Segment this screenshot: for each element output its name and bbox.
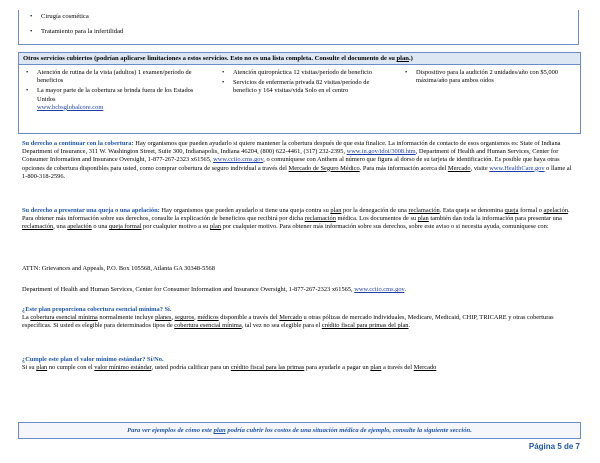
paragraph-text: o una <box>91 223 109 231</box>
glossary-term[interactable]: cobertura esencial mínima <box>30 314 98 322</box>
glossary-term[interactable]: Mercado <box>447 164 471 172</box>
list-item-text: Tratamiento para la infertilidad <box>41 28 124 35</box>
paragraph-text: , visite <box>470 164 490 172</box>
paragraph-text: , tal vez no sea elegible para el <box>241 322 322 330</box>
list-item-text: Atención de rutina de la vista (adultos) 1 examen/período de beneficios <box>37 69 192 85</box>
bullet-icon: • <box>30 13 33 20</box>
glossary-term[interactable]: reclamación <box>22 223 54 231</box>
glossary-term[interactable]: queja formal <box>108 223 142 231</box>
bullet-icon: • <box>26 69 29 76</box>
glossary-term[interactable]: queja <box>504 207 519 214</box>
section-heading: ¿Cumple este plan el valor mínimo estándar? <box>22 356 146 363</box>
note-text: podría cubrir los costos de una situación médica de ejemplo, consulte la siguiente sección. <box>225 427 472 434</box>
note-text: Para ver ejemplos de cómo este <box>127 427 214 434</box>
paragraph-text: . <box>408 322 411 330</box>
glossary-term[interactable]: seguros <box>174 314 195 322</box>
paragraph-text: por cualquier motivo a su <box>141 223 210 231</box>
paragraph-text: La <box>22 314 31 322</box>
glossary-term[interactable]: cobertura esencial mínima <box>174 322 242 330</box>
paragraph-text: , o comuníquese con Anthem al número que figura al dorso de su tarjeta de identificación. Es posible que haya otras opciones de cobertura disponibles para usted, como comprar cobertura de seguro individual a través del <box>22 156 560 172</box>
paragraph-text: , una <box>53 223 68 231</box>
list-item-text: Servicios de enfermería privada 82 visitas/período de beneficio y 164 visitas/vida Solo en el centro <box>233 79 370 95</box>
heading-text-end: .) <box>408 55 413 62</box>
glossary-term[interactable]: médicos <box>197 314 219 322</box>
section-heading: Su derecho a presentar una queja o una apelación: <box>22 207 160 214</box>
paragraph-text: , <box>194 314 198 322</box>
list-item-text: Atención quiropráctica 12 visitas/período de beneficio <box>233 69 372 76</box>
paragraph-text: . Para más información acerca del <box>359 164 448 172</box>
paragraph-text: no cumple con el <box>47 364 95 372</box>
other-services-heading <box>19 53 580 65</box>
idoi-link[interactable]: www.in.gov/idoi/3008.htm <box>346 148 416 156</box>
continue-coverage-section <box>22 140 578 181</box>
bcbs-global-core-link[interactable]: www.bcbsglobalcore.com <box>37 103 104 111</box>
glossary-term[interactable]: Mercado <box>279 314 302 322</box>
glossary-term[interactable]: plan <box>330 207 342 214</box>
glossary-term[interactable]: planes <box>155 314 172 322</box>
paragraph-text: , Department of Health and Human Services, Center for Consumer Information and Insurance Oversight, 1-877-267-2323 x61565, <box>22 148 559 164</box>
glossary-term[interactable]: apelación <box>543 207 569 214</box>
list-item <box>402 69 572 85</box>
glossary-term[interactable]: Mercado de Seguro Médico <box>288 164 360 172</box>
bullet-icon: • <box>26 87 29 95</box>
plan-link[interactable]: plan <box>396 55 409 62</box>
paragraph-text: para ayudarle a pagar un <box>304 364 371 372</box>
paragraph-text: disponible a través del <box>218 314 280 322</box>
paragraph-text: o llame al 1-800-318-2596. <box>22 164 572 180</box>
list-item <box>23 69 208 85</box>
paragraph-text: médica. Los documentos de su <box>335 215 418 223</box>
page-number: Página 5 de 7 <box>528 442 580 451</box>
attn-address: ATTN: Grievances and Appeals, P.O. Box 105568, Atlanta GA 30348-5568 <box>22 265 215 272</box>
bullet-icon: • <box>405 69 408 76</box>
glossary-term[interactable]: crédito fiscal para las primas <box>230 364 305 372</box>
glossary-term[interactable]: valor mínimo estándar <box>94 364 152 372</box>
paragraph-text: por cualquier motivo. Para obtener más información sobre sus derechos, sobre este aviso o si necesita ayuda, comuníquese con: <box>220 223 549 231</box>
section-heading: Su derecho a continuar con la cobertura: <box>22 140 134 147</box>
paragraph-text: . Para obtener más información sobre sus derechos, consulte la explicación de beneficios que recibirá por dicha <box>22 207 570 223</box>
glossary-term[interactable]: crédito fiscal para primas del plan <box>321 322 409 330</box>
glossary-term[interactable]: reclamación <box>304 215 336 223</box>
plan-link[interactable]: plan <box>213 427 226 434</box>
paragraph-text: Hay organismos que pueden ayudarlo si tiene una queja contra su <box>159 207 331 214</box>
paragraph-text: por la denegación de una <box>341 207 409 214</box>
section-answer: Sí/No. <box>147 356 164 363</box>
paragraph-text: Hay organismos que pueden ayudarlo si quiere mantener la cobertura después de que esta finalice. La información de contacto de esos organismos es: State of Indiana Department of Insurance, 311 W. Washington Street, Suite 300, Indianapolis, Indiana 46204, (800) 622-4461, (317) 232-2395, <box>22 140 561 156</box>
excluded-services-box <box>18 10 579 45</box>
cciio-link[interactable]: www.cciio.cms.gov <box>213 156 264 164</box>
mvs-body <box>22 364 578 372</box>
mec-body <box>22 314 578 330</box>
mvs-section <box>22 356 578 372</box>
paragraph-text: Si su <box>22 364 37 372</box>
list-item-text: Dispositivo para la audición 2 unidades/año con $5,000 máxima/año para ambos oídos <box>416 69 558 85</box>
cciio-link[interactable]: www.cciio.cms.gov <box>354 286 405 293</box>
glossary-term[interactable]: plan <box>370 364 382 372</box>
heading-text: Otros servicios cubiertos (podrían aplicarse limitaciones a estos servicios. Esto no es una lista completa. Consulte el documento de su <box>23 55 397 62</box>
services-column-3 <box>402 69 572 87</box>
section-answer: Sí. <box>164 306 172 313</box>
services-column-1 <box>23 69 208 114</box>
paragraph-text: , usted podría calificar para un <box>151 364 231 372</box>
glossary-term[interactable]: Mercado <box>413 364 437 372</box>
healthcare-gov-link[interactable]: www.HealthCare.gov <box>489 164 545 172</box>
glossary-term[interactable]: plan <box>36 364 48 372</box>
list-item <box>219 69 389 77</box>
paragraph-text: a través del <box>381 364 414 372</box>
paragraph-text: formal o <box>518 207 544 214</box>
glossary-term[interactable]: apelación <box>67 223 92 231</box>
list-item <box>30 28 124 36</box>
section-heading: ¿Este plan proporciona cobertura esencial mínima? <box>22 306 163 313</box>
paragraph-text: . Esta queja se denomina <box>439 207 505 214</box>
coverage-examples-note <box>18 422 581 439</box>
list-item-text: Cirugía cosmética <box>41 13 89 20</box>
glossary-term[interactable]: plan <box>417 215 429 223</box>
mvs-question-line <box>22 356 578 364</box>
bullet-icon: • <box>30 28 33 35</box>
paragraph-text: . <box>404 286 406 293</box>
services-column-2 <box>219 69 389 98</box>
bullet-icon: • <box>222 79 225 87</box>
list-item <box>30 13 89 21</box>
complaint-section <box>22 207 578 232</box>
list-item <box>219 79 389 95</box>
paragraph-text: normalmente incluye <box>97 314 156 322</box>
glossary-term[interactable]: reclamación <box>408 207 440 214</box>
bullet-icon: • <box>222 69 225 76</box>
glossary-term[interactable]: plan <box>209 223 221 231</box>
other-covered-services-box <box>18 52 581 134</box>
mec-section <box>22 306 578 331</box>
paragraph-text: u otras pólizas de mercado individuales, Medicare, Medicaid, CHIP, TRICARE y otras coberturas específicas. Si usted es elegible para determinados tipos de <box>22 314 554 330</box>
paragraph-text: Department of Health and Human Services, Center for Consumer Information and Insurance Oversight, 1-877-267-2323 x61565, <box>22 286 355 293</box>
list-item <box>23 87 208 112</box>
dhhs-contact <box>22 286 578 294</box>
paragraph-text: , <box>171 314 175 322</box>
paragraph-text: también dan toda la información para presentar una <box>428 215 562 223</box>
list-item-text: La mayor parte de la cobertura se brinda fuera de los Estados Unidos <box>37 87 194 103</box>
mec-question-line <box>22 306 578 314</box>
